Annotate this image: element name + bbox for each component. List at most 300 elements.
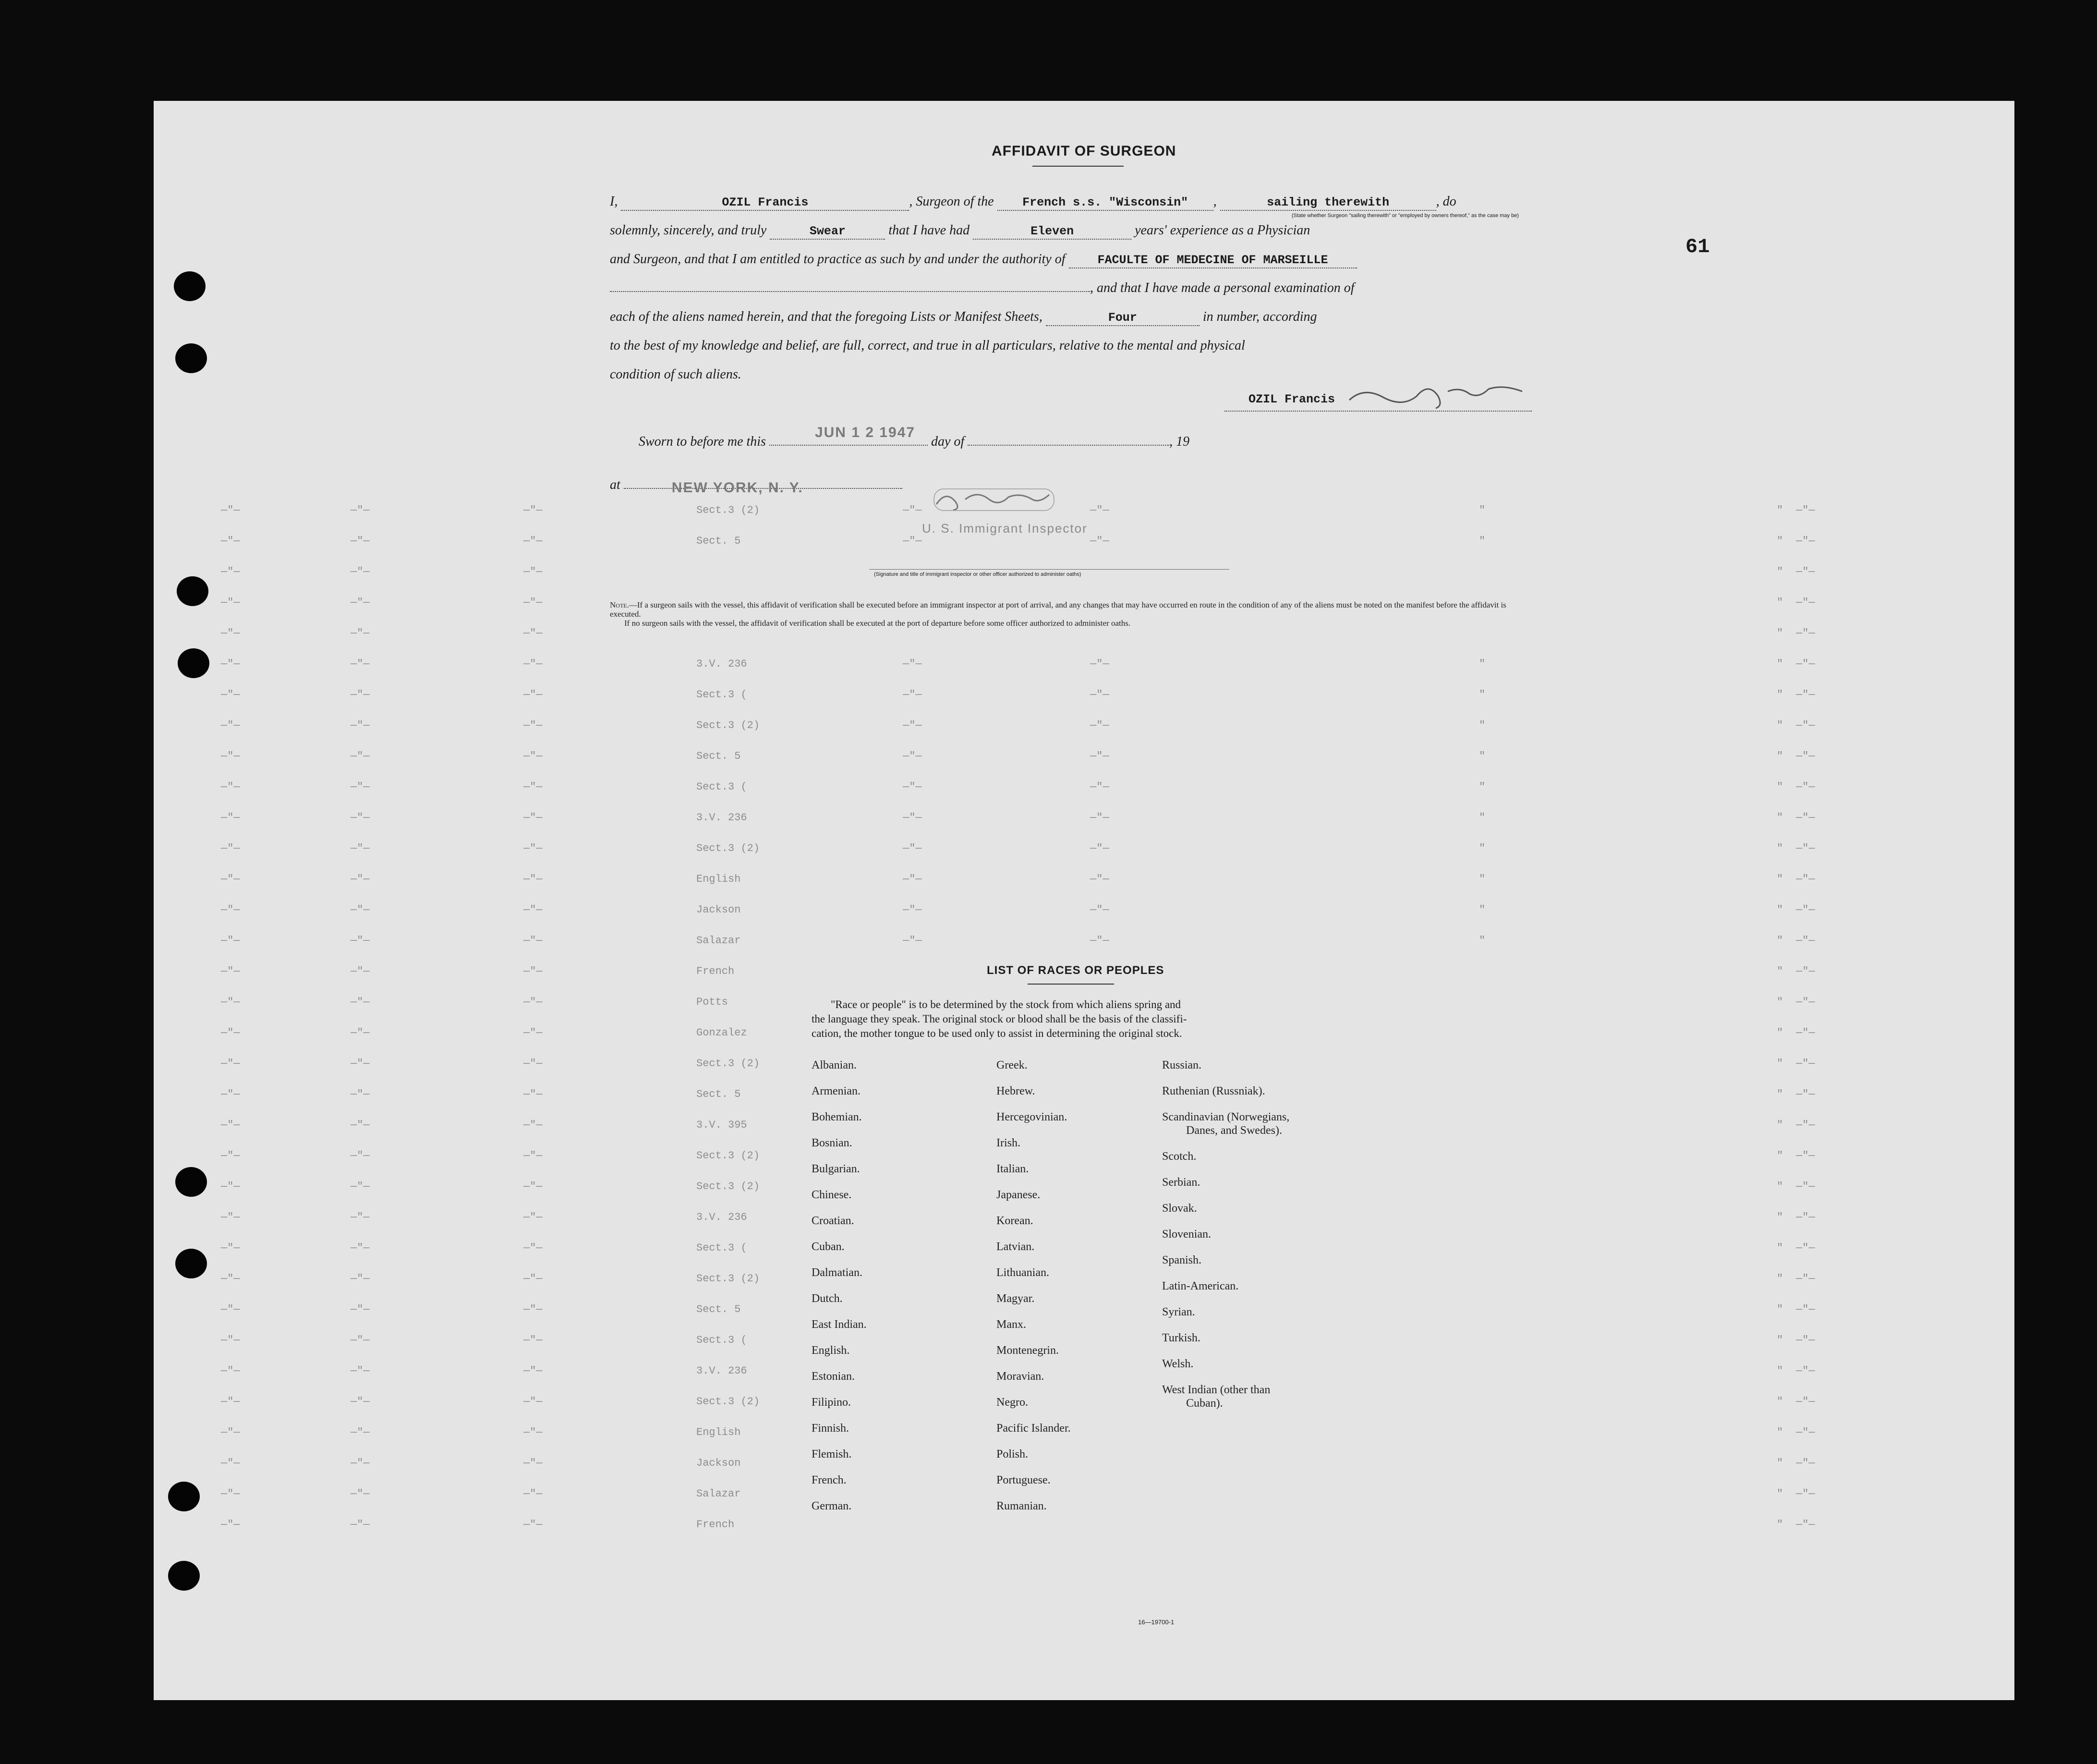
line2-end: years' experience as a Physician <box>1135 223 1310 238</box>
title-underline <box>1032 166 1124 167</box>
sailing-caption: (State whether Surgeon "sailing therewith" or "employed by owners thereof," as the case may be) <box>1292 213 1519 219</box>
at-line <box>610 471 902 499</box>
bleed-through-text: —"— <box>221 812 240 824</box>
bleed-through-text: " <box>1777 873 1783 885</box>
bleed-through-text: " <box>1479 719 1486 731</box>
handwritten-signature <box>1345 377 1527 411</box>
bleed-through-text: —"— <box>523 1088 543 1100</box>
bleed-through-text: " <box>1777 1058 1783 1070</box>
bleed-through-text: —"— <box>523 1242 543 1254</box>
sworn-end: , 19 <box>1169 434 1190 449</box>
bleed-through-text: —"— <box>523 812 543 824</box>
bleed-through-text: —"— <box>903 535 922 547</box>
bleed-through-text: " <box>1479 750 1486 762</box>
race-item: Hercegovinian. <box>996 1111 1067 1123</box>
bleed-through-text: —"— <box>1796 1058 1815 1070</box>
race-item: Turkish. <box>1162 1332 1200 1344</box>
note-text: —If a surgeon sails with the vessel, this affidavit of verification shall be executed before an immigrant inspector at port of arrival, and any changes that may have occurred en route in the condition of any of the aliens must be noted on the manifest before the affidavit is executed. <box>610 600 1506 619</box>
race-item: Hebrew. <box>996 1085 1035 1097</box>
bleed-through-text: —"— <box>1796 658 1815 670</box>
bleed-through-text: " <box>1777 935 1783 947</box>
bleed-through-text: Sect.3 (2) <box>696 1150 760 1162</box>
race-item: Rumanian. <box>996 1500 1047 1512</box>
bleed-through-text: —"— <box>351 1334 370 1346</box>
bleed-through-text: —"— <box>221 566 240 578</box>
bleed-through-text: —"— <box>221 1457 240 1469</box>
bleed-through-text: 3.V. 236 <box>696 1211 747 1223</box>
form-number: 16—19700-1 <box>1138 1618 1175 1626</box>
bleed-through-text: —"— <box>1796 504 1815 516</box>
race-item: Finnish. <box>812 1422 849 1435</box>
bleed-through-text: —"— <box>351 965 370 977</box>
bleed-through-text: —"— <box>221 1426 240 1438</box>
races-intro-line-2: the language they speak. The original stock or blood shall be the basis of the classifi- <box>812 1013 1187 1025</box>
bleed-through-text: Salazar <box>696 1488 741 1500</box>
bleed-through-text: —"— <box>221 596 240 608</box>
bleed-through-text: —"— <box>1090 935 1109 947</box>
race-item: Cuban. <box>812 1241 845 1253</box>
sworn-line <box>639 427 1189 456</box>
bleed-through-text: —"— <box>221 842 240 854</box>
bleed-through-text: —"— <box>221 1211 240 1223</box>
race-item: Japanese. <box>996 1189 1041 1201</box>
race-item: Lithuanian. <box>996 1266 1049 1279</box>
bleed-through-text: —"— <box>1090 750 1109 762</box>
bleed-through-text: —"— <box>1796 750 1815 762</box>
line2-mid: that I have had <box>888 223 970 238</box>
bleed-through-text: 3.V. 395 <box>696 1119 747 1131</box>
bleed-through-text: " <box>1777 1180 1783 1192</box>
surgeon-name-field: OZIL Francis <box>621 195 909 211</box>
bleed-through-text: —"— <box>1796 996 1815 1008</box>
bleed-through-text: —"— <box>221 504 240 516</box>
bleed-through-text: —"— <box>221 1396 240 1408</box>
bleed-through-text: —"— <box>351 1303 370 1315</box>
bleed-through-text: Sect.3 (2) <box>696 1396 760 1408</box>
bleed-through-text: —"— <box>351 1365 370 1377</box>
ship-name-field: French s.s. "Wisconsin" <box>997 195 1213 211</box>
bleed-through-text: —"— <box>523 1211 543 1223</box>
bleed-through-text: —"— <box>1796 1426 1815 1438</box>
race-item: Estonian. <box>812 1370 855 1383</box>
bleed-through-text: —"— <box>221 719 240 731</box>
race-item: Pacific Islander. <box>996 1422 1071 1435</box>
bleed-through-text: —"— <box>903 842 922 854</box>
place-field <box>624 480 902 496</box>
bleed-through-text: —"— <box>351 781 370 793</box>
surgeon-signature-block <box>1224 382 1532 412</box>
bleed-through-text: Sect.3 (2) <box>696 1180 760 1192</box>
bleed-through-text: " <box>1479 935 1486 947</box>
bleed-through-text: " <box>1777 904 1783 916</box>
bleed-through-text: —"— <box>523 719 543 731</box>
sworn-date-field <box>769 425 928 446</box>
race-item: Danes, and Swedes). <box>1186 1124 1282 1137</box>
race-item: Serbian. <box>1162 1176 1200 1189</box>
bleed-through-text: —"— <box>1090 719 1109 731</box>
bleed-through-text: —"— <box>1796 904 1815 916</box>
bleed-through-text: —"— <box>351 873 370 885</box>
bleed-through-text: —"— <box>903 658 922 670</box>
bleed-through-text: —"— <box>1796 1334 1815 1346</box>
race-item: French. <box>812 1474 847 1486</box>
bleed-through-text: English <box>696 873 741 885</box>
binder-hole <box>168 1561 200 1591</box>
race-item: Scandinavian (Norwegians, <box>1162 1111 1290 1123</box>
race-item: East Indian. <box>812 1318 867 1331</box>
race-item: Russian. <box>1162 1059 1202 1071</box>
bleed-through-text: —"— <box>351 1088 370 1100</box>
bleed-through-text: " <box>1777 1027 1783 1039</box>
bleed-through-text: " <box>1777 1242 1783 1254</box>
at-prefix: at <box>610 477 620 492</box>
bleed-through-text: " <box>1777 627 1783 639</box>
bleed-through-text: —"— <box>351 1519 370 1531</box>
bleed-through-text: —"— <box>221 627 240 639</box>
bleed-through-text: French <box>696 965 735 977</box>
bleed-through-text: —"— <box>351 566 370 578</box>
bleed-through-text: —"— <box>1796 1242 1815 1254</box>
bleed-through-text: " <box>1777 689 1783 701</box>
bleed-through-text: —"— <box>523 1457 543 1469</box>
line1-comma: , <box>1213 194 1217 209</box>
bleed-through-text: —"— <box>221 781 240 793</box>
bleed-through-text: —"— <box>523 996 543 1008</box>
races-intro-line-1: "Race or people" is to be determined by the stock from which aliens spring and <box>831 998 1181 1010</box>
races-title-underline <box>1028 984 1114 985</box>
bleed-through-text: " <box>1777 965 1783 977</box>
bleed-through-text: 3.V. 236 <box>696 1365 747 1377</box>
bleed-through-text: —"— <box>351 935 370 947</box>
race-item: Portuguese. <box>996 1474 1051 1486</box>
race-item: Latvian. <box>996 1241 1035 1253</box>
oath-field: Swear <box>770 224 885 240</box>
affidavit-line-2 <box>610 216 1310 245</box>
line1-prefix: I, <box>610 194 618 209</box>
bleed-through-text: " <box>1479 504 1486 516</box>
bleed-through-text: —"— <box>1796 1396 1815 1408</box>
bleed-through-text: —"— <box>351 658 370 670</box>
bleed-through-text: —"— <box>523 842 543 854</box>
place-stamp: NEW YORK, N. Y. <box>671 480 803 496</box>
bleed-through-text: —"— <box>523 689 543 701</box>
sworn-prefix: Sworn to before me this <box>639 434 766 449</box>
bleed-through-text: —"— <box>523 596 543 608</box>
bleed-through-text: —"— <box>523 658 543 670</box>
affidavit-line-1 <box>610 187 1456 216</box>
bleed-through-text: Sect.3 ( <box>696 781 747 793</box>
bleed-through-text: —"— <box>523 566 543 578</box>
bleed-through-text: —"— <box>1796 1150 1815 1162</box>
bleed-through-text: Sect.3 ( <box>696 689 747 701</box>
bleed-through-text: " <box>1777 1365 1783 1377</box>
document-page <box>154 101 2014 1700</box>
bleed-through-text: —"— <box>351 1150 370 1162</box>
bleed-through-text: —"— <box>1796 935 1815 947</box>
bleed-through-text: " <box>1479 658 1486 670</box>
bleed-through-text: —"— <box>351 504 370 516</box>
bleed-through-text: " <box>1777 1273 1783 1285</box>
bleed-through-text: " <box>1479 781 1486 793</box>
line3-prefix: and Surgeon, and that I am entitled to practice as such by and under the authority of <box>610 252 1066 267</box>
bleed-through-text: " <box>1777 1396 1783 1408</box>
line2-prefix: solemnly, sincerely, and truly <box>610 223 767 238</box>
bleed-through-text: —"— <box>351 1426 370 1438</box>
years-field: Eleven <box>973 224 1131 240</box>
bleed-through-text: Sect.3 (2) <box>696 842 760 854</box>
line1-mid: , Surgeon of the <box>909 194 994 209</box>
bleed-through-text: —"— <box>221 935 240 947</box>
bleed-through-text: " <box>1777 1211 1783 1223</box>
bleed-through-text: " <box>1777 842 1783 854</box>
bleed-through-text: —"— <box>1090 535 1109 547</box>
bleed-through-text: —"— <box>351 535 370 547</box>
race-item: West Indian (other than <box>1162 1384 1271 1396</box>
bleed-through-text: " <box>1777 996 1783 1008</box>
bleed-through-text: —"— <box>523 504 543 516</box>
bleed-through-text: —"— <box>523 935 543 947</box>
bleed-through-text: —"— <box>523 1334 543 1346</box>
bleed-through-text: " <box>1777 1519 1783 1531</box>
bleed-through-text: —"— <box>903 904 922 916</box>
bleed-through-text: " <box>1777 1334 1783 1346</box>
bleed-through-text: —"— <box>221 904 240 916</box>
sheet-count-field: Four <box>1046 311 1200 326</box>
bleed-through-text: —"— <box>523 781 543 793</box>
bleed-through-text: —"— <box>903 873 922 885</box>
bleed-through-text: —"— <box>523 1027 543 1039</box>
race-item: Negro. <box>996 1396 1028 1409</box>
bleed-through-text: Gonzalez <box>696 1027 747 1039</box>
line5-end: in number, according <box>1202 309 1317 324</box>
bleed-through-text: —"— <box>221 1334 240 1346</box>
bleed-through-text: —"— <box>523 1119 543 1131</box>
bleed-through-text: —"— <box>351 689 370 701</box>
race-item: Magyar. <box>996 1292 1035 1305</box>
bleed-through-text: 3.V. 236 <box>696 812 747 824</box>
bleed-through-text: " <box>1479 689 1486 701</box>
race-item: Polish. <box>996 1448 1029 1460</box>
bleed-through-text: —"— <box>351 904 370 916</box>
bleed-through-text: —"— <box>1796 689 1815 701</box>
affidavit-line-7: condition of such aliens. <box>610 367 741 382</box>
binder-hole <box>177 576 208 606</box>
bleed-through-text: —"— <box>221 965 240 977</box>
race-item: Chinese. <box>812 1189 852 1201</box>
bleed-through-text: —"— <box>351 719 370 731</box>
race-item: Slovenian. <box>1162 1228 1211 1241</box>
bleed-through-text: —"— <box>351 1457 370 1469</box>
bleed-through-text: —"— <box>1796 535 1815 547</box>
bleed-through-text: " <box>1777 1150 1783 1162</box>
inspector-caption: (Signature and title of immigrant inspector or other officer authorized to administer oaths) <box>874 572 1081 577</box>
bleed-through-text: —"— <box>1796 596 1815 608</box>
authority-continued-field <box>610 291 1090 292</box>
line5-prefix: each of the aliens named herein, and that the foregoing Lists or Manifest Sheets, <box>610 309 1042 324</box>
race-item: Montenegrin. <box>996 1344 1059 1357</box>
bleed-through-text: —"— <box>1796 1519 1815 1531</box>
inspector-signature <box>932 485 1056 514</box>
sworn-mid: day of <box>931 434 965 449</box>
bleed-through-text: —"— <box>351 812 370 824</box>
race-item: Filipino. <box>812 1396 851 1409</box>
bleed-through-text: " <box>1777 535 1783 547</box>
bleed-through-text: —"— <box>1796 812 1815 824</box>
inspector-title: U. S. Immigrant Inspector <box>922 521 1088 535</box>
race-item: Armenian. <box>812 1085 861 1097</box>
bleed-through-text: Jackson <box>696 904 741 916</box>
race-item: Greek. <box>996 1059 1028 1071</box>
bleed-through-text: —"— <box>903 935 922 947</box>
race-item: English. <box>812 1344 850 1357</box>
race-item: Bulgarian. <box>812 1163 860 1175</box>
bleed-through-text: —"— <box>221 1273 240 1285</box>
sworn-month-field <box>968 445 1169 446</box>
bleed-through-text: Sect. 5 <box>696 535 741 547</box>
bleed-through-text: —"— <box>221 1180 240 1192</box>
affidavit-line-4 <box>610 274 1355 303</box>
bleed-through-text: —"— <box>351 996 370 1008</box>
bleed-through-text: " <box>1777 1303 1783 1315</box>
bleed-through-text: —"— <box>1796 842 1815 854</box>
bleed-through-text: English <box>696 1426 741 1438</box>
inspector-line <box>869 569 1229 570</box>
bleed-through-text: —"— <box>903 719 922 731</box>
bleed-through-text: —"— <box>1090 812 1109 824</box>
bleed-through-text: —"— <box>221 689 240 701</box>
bleed-through-text: —"— <box>903 812 922 824</box>
race-item: Manx. <box>996 1318 1026 1331</box>
bleed-through-text: Sect. 5 <box>696 1303 741 1315</box>
bleed-through-text: " <box>1777 658 1783 670</box>
bleed-through-text: " <box>1479 842 1486 854</box>
bleed-through-text: " <box>1479 873 1486 885</box>
bleed-through-text: —"— <box>221 535 240 547</box>
bleed-through-text: —"— <box>221 1027 240 1039</box>
bleed-through-text: —"— <box>1090 689 1109 701</box>
bleed-through-text: —"— <box>523 904 543 916</box>
date-stamp: JUN 1 2 1947 <box>814 425 916 440</box>
bleed-through-text: —"— <box>221 873 240 885</box>
bleed-through-text: Sect.3 (2) <box>696 1273 760 1285</box>
bleed-through-text: —"— <box>903 781 922 793</box>
bleed-through-text: " <box>1777 1426 1783 1438</box>
bleed-through-text: —"— <box>1090 842 1109 854</box>
bleed-through-text: —"— <box>523 1058 543 1070</box>
bleed-through-text: —"— <box>1796 873 1815 885</box>
bleed-through-text: —"— <box>523 627 543 639</box>
bleed-through-text: Sect. 5 <box>696 750 741 762</box>
bleed-through-text: —"— <box>1796 965 1815 977</box>
bleed-through-text: —"— <box>523 1488 543 1500</box>
bleed-through-text: —"— <box>221 1150 240 1162</box>
affidavit-line-6: to the best of my knowledge and belief, are full, correct, and true in all particulars, relative to the mental and physical <box>610 338 1245 353</box>
race-item: Scotch. <box>1162 1150 1197 1163</box>
bleed-through-text: Salazar <box>696 935 741 947</box>
line4-end: , and that I have made a personal examination of <box>1090 280 1355 295</box>
bleed-through-text: —"— <box>1796 566 1815 578</box>
bleed-through-text: —"— <box>221 1519 240 1531</box>
bleed-through-text: —"— <box>351 596 370 608</box>
bleed-through-text: —"— <box>523 535 543 547</box>
bleed-through-text: " <box>1777 750 1783 762</box>
note-text-2: If no surgeon sails with the vessel, the affidavit of verification shall be executed at the port of departure before some officer authorized to administer oaths. <box>624 619 1131 628</box>
bleed-through-text: Jackson <box>696 1457 741 1469</box>
bleed-through-text: French <box>696 1519 735 1531</box>
bleed-through-text: —"— <box>221 1488 240 1500</box>
bleed-through-text: —"— <box>351 1027 370 1039</box>
bleed-through-text: —"— <box>221 996 240 1008</box>
bleed-through-text: —"— <box>1796 719 1815 731</box>
bleed-through-text: —"— <box>221 1088 240 1100</box>
bleed-through-text: —"— <box>1796 1211 1815 1223</box>
bleed-through-text: " <box>1777 566 1783 578</box>
bleed-through-text: —"— <box>1796 1119 1815 1131</box>
bleed-through-text: Potts <box>696 996 728 1008</box>
bleed-through-text: " <box>1777 1119 1783 1131</box>
bleed-through-text: " <box>1479 904 1486 916</box>
binder-hole <box>168 1482 200 1511</box>
bleed-through-text: —"— <box>351 842 370 854</box>
authority-field: FACULTE OF MEDECINE OF MARSEILLE <box>1069 253 1357 268</box>
binder-hole <box>174 271 206 301</box>
bleed-through-text: —"— <box>523 1150 543 1162</box>
bleed-through-text: " <box>1777 719 1783 731</box>
bleed-through-text: —"— <box>523 1273 543 1285</box>
bleed-through-text: —"— <box>351 1180 370 1192</box>
race-item: Cuban). <box>1186 1397 1223 1410</box>
race-item: Moravian. <box>996 1370 1044 1383</box>
bleed-through-text: —"— <box>221 1365 240 1377</box>
race-item: Albanian. <box>812 1059 857 1071</box>
race-item: Croatian. <box>812 1215 854 1227</box>
bleed-through-text: —"— <box>523 873 543 885</box>
race-item: Bosnian. <box>812 1137 852 1149</box>
race-item: Italian. <box>996 1163 1029 1175</box>
races-intro-line-3: cation, the mother tongue to be used only to assist in determining the original stock. <box>812 1027 1182 1039</box>
binder-hole <box>175 1249 207 1278</box>
affidavit-note <box>610 600 1513 628</box>
race-item: Slovak. <box>1162 1202 1197 1215</box>
line1-end: , do <box>1436 194 1456 209</box>
race-item: Ruthenian (Russniak). <box>1162 1085 1265 1097</box>
bleed-through-text: —"— <box>1796 1027 1815 1039</box>
bleed-through-text: —"— <box>1796 1457 1815 1469</box>
page-number: 61 <box>1685 235 1710 258</box>
bleed-through-text: " <box>1777 1457 1783 1469</box>
bleed-through-text: —"— <box>221 658 240 670</box>
bleed-through-text: —"— <box>903 689 922 701</box>
race-item: Spanish. <box>1162 1254 1202 1266</box>
bleed-through-text: —"— <box>523 750 543 762</box>
note-label: Note. <box>610 600 629 609</box>
sailing-status-field: sailing therewith <box>1220 195 1436 211</box>
bleed-through-text: —"— <box>523 1365 543 1377</box>
bleed-through-text: " <box>1777 1088 1783 1100</box>
bleed-through-text: Sect.3 (2) <box>696 719 760 731</box>
bleed-through-text: " <box>1777 1488 1783 1500</box>
bleed-through-text: Sect. 5 <box>696 1088 741 1100</box>
affidavit-title: AFFIDAVIT OF SURGEON <box>992 143 1176 159</box>
bleed-through-text: —"— <box>903 504 922 516</box>
bleed-through-text: " <box>1777 504 1783 516</box>
bleed-through-text: —"— <box>1796 1088 1815 1100</box>
race-item: Dalmatian. <box>812 1266 862 1279</box>
bleed-through-text: —"— <box>903 750 922 762</box>
bleed-through-text: —"— <box>1796 1180 1815 1192</box>
bleed-through-text: —"— <box>523 1180 543 1192</box>
bleed-through-text: —"— <box>221 750 240 762</box>
